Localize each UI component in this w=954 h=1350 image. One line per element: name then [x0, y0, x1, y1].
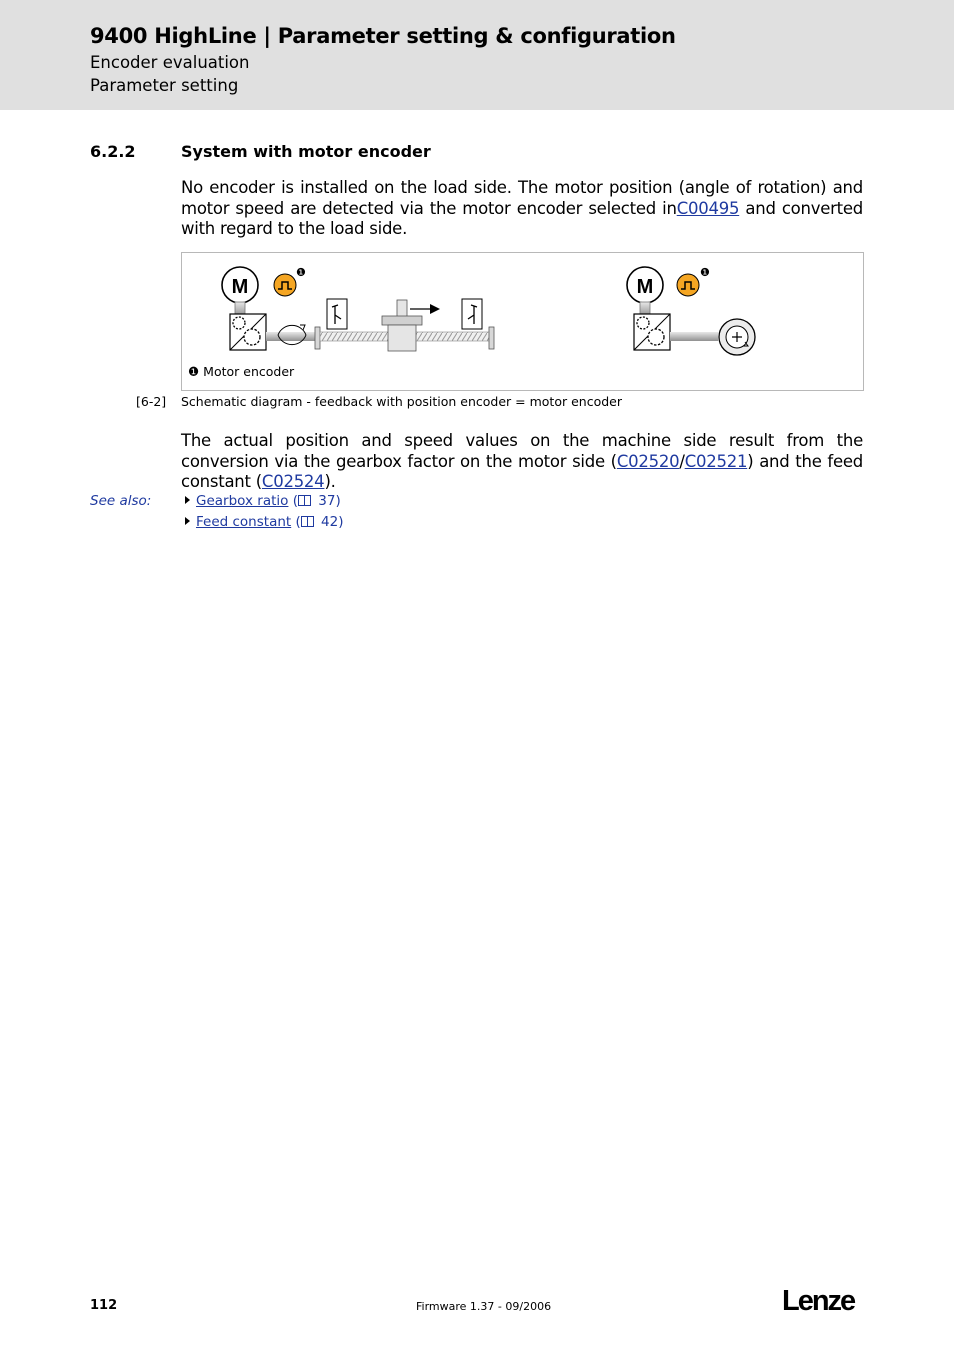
- triangle-bullet-icon: [185, 517, 190, 525]
- page-ref-open: (: [291, 514, 301, 530]
- figure-number: [6-2]: [136, 394, 167, 409]
- section-number: 6.2.2: [90, 142, 136, 161]
- book-icon: [301, 516, 314, 527]
- conversion-text-3: ).: [324, 472, 336, 492]
- link-c00495[interactable]: C00495: [676, 198, 740, 218]
- page-number: 112: [90, 1298, 118, 1313]
- conversion-text-2: ) and the feed constant (: [181, 451, 863, 492]
- end-bearing: [489, 327, 494, 349]
- link-c02524[interactable]: C02524: [261, 472, 325, 492]
- drive-shaft: [266, 332, 316, 341]
- link-separator: /: [679, 451, 685, 471]
- page-ref: 42): [316, 514, 344, 530]
- figure-legend: ❶ Motor encoder: [188, 364, 295, 379]
- link-c02521[interactable]: C02521: [684, 451, 748, 471]
- firmware-version: Firmware 1.37 - 09/2006: [416, 1300, 552, 1313]
- document-title: 9400 HighLine | Parameter setting & configuration: [90, 24, 676, 48]
- see-also-item-gearbox[interactable]: [185, 493, 341, 509]
- limit-switch-left-icon: [327, 299, 347, 329]
- output-shaft: [670, 332, 718, 341]
- marker-right: ❶: [700, 266, 710, 279]
- gearbox-icon: [230, 314, 266, 350]
- carriage-icon: [382, 300, 440, 351]
- figure-caption: Schematic diagram - feedback with position encoder = motor encoder: [181, 394, 622, 409]
- page-ref-open: (: [288, 493, 298, 509]
- gearbox-icon-right: [634, 314, 670, 350]
- conversion-paragraph: [181, 431, 863, 493]
- link-c02520[interactable]: C02520: [616, 451, 680, 471]
- book-icon: [298, 495, 311, 506]
- intro-text: No encoder is installed on the load side. The motor position (angle of rotation) and motor speed are detected via the motor encoder selected in: [181, 178, 863, 218]
- triangle-bullet-icon: [185, 496, 190, 504]
- motor-icon-right: [627, 267, 663, 303]
- motor-icon: [222, 267, 258, 303]
- page-header: [0, 0, 954, 110]
- encoder-icon-right: [677, 274, 699, 296]
- chapter-subtitle: Encoder evaluation: [90, 53, 250, 72]
- encoder-icon: [274, 274, 296, 296]
- lenze-logo: Lenze: [782, 1285, 855, 1317]
- conversion-text-1: The actual position and speed values on the machine side result from the conversion via the gearbox factor on the motor side (: [181, 431, 863, 471]
- see-also-item-feed[interactable]: [185, 514, 344, 530]
- see-also-label: See also:: [90, 493, 152, 509]
- section-subtitle: Parameter setting: [90, 76, 239, 95]
- link-feed-constant[interactable]: Feed constant: [196, 514, 292, 530]
- coupling: [315, 327, 320, 349]
- limit-switch-right-icon: [462, 299, 482, 329]
- marker-left: ❶: [296, 266, 306, 279]
- section-title: System with motor encoder: [181, 142, 431, 161]
- intro-paragraph: [181, 178, 863, 240]
- motor-label-left: M: [231, 276, 249, 298]
- schematic-figure: [181, 252, 864, 391]
- intro-text-end: and converted with regard to the load side.: [181, 198, 864, 239]
- rotary-table-icon: [719, 319, 755, 355]
- page-ref: 37): [313, 493, 341, 509]
- motor-label-right: M: [636, 276, 654, 298]
- link-gearbox-ratio[interactable]: Gearbox ratio: [196, 493, 289, 509]
